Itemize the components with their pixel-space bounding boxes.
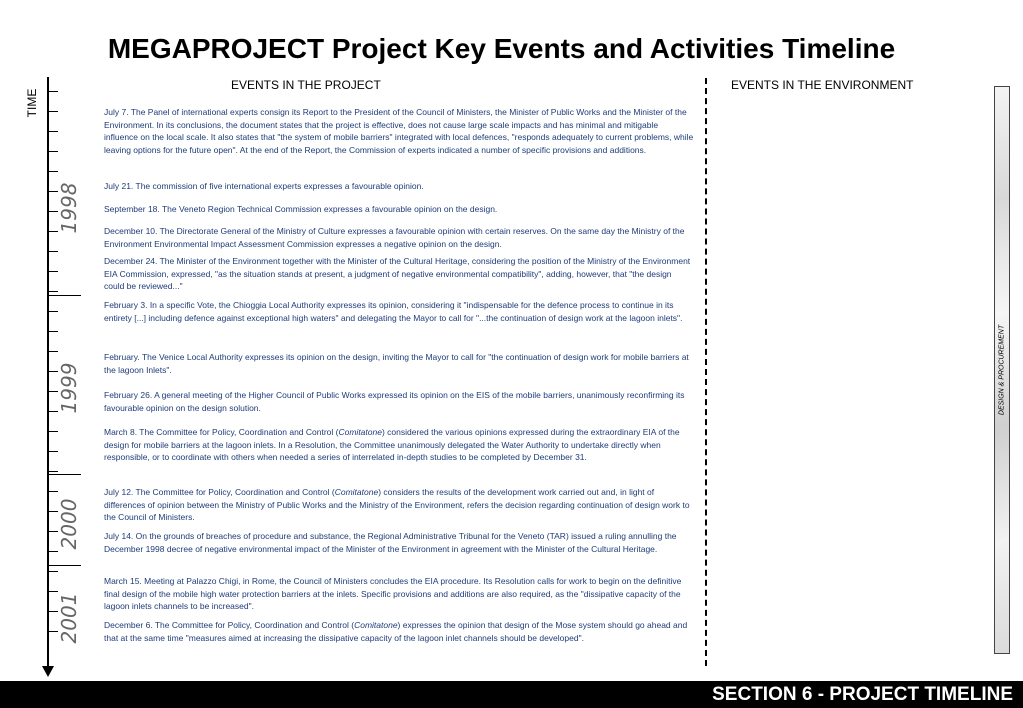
column-header-project: EVENTS IN THE PROJECT [231, 78, 381, 92]
time-axis-label: TIME [25, 88, 39, 118]
axis-tick [49, 271, 58, 272]
event-item: December 10. The Directorate General of the Ministry of Culture expresses a favourable opinion with certain reserves. On the same day the Ministry of the Environment Environmental Impact Assessment Commission expresses a negative opinion on the design. [104, 226, 685, 249]
event-item: July 7. The Panel of international experts consign its Report to the President of the Council of Ministers, the Minister of Public Works and the Minister of the Environment. In its conclusions, the document states that the project is effective, does not cause large scale impacts and has minimal and mitigable influence on the local scale. It also states that "the system of mobile barriers" integrated with local defences, "responds adequately to current problems, while leaving options for the future open". At the end of the Report, the Commission of experts indicated a number of specific provisions and additions. [104, 107, 694, 155]
event-item: February 26. A general meeting of the Higher Council of Public Works expressed its opinion on the EIS of the mobile barriers, unanimously reconfirming its favourable opinion on the design solution. [104, 390, 685, 413]
axis-tick [49, 171, 58, 172]
event-item: July 21. The commission of five international experts expresses a favourable opinion. [104, 181, 424, 191]
axis-tick [49, 331, 58, 332]
phase-bar [994, 86, 1010, 654]
axis-tick [49, 311, 58, 312]
year-boundary-tick [49, 565, 81, 566]
axis-tick [49, 151, 58, 152]
event-item: July 14. On the grounds of breaches of procedure and substance, the Regional Administrative Tribunal for the Veneto (TAR) issued a ruling annulling the December 1998 decree of negative environmental impact of the Minister of the Environment in agreement with the Minister of the Cultural Heritage. [104, 531, 677, 554]
year-boundary-tick [49, 474, 81, 475]
event-item: July 12. The Committee for Policy, Coordination and Control (Comitatone) considers the results of the development work carried out and, in light of differences of opinion between the Ministry of Public Works and the Ministry of the Environment, refers the decision regarding continuation of design work to the Council of Ministers. [104, 487, 690, 522]
axis-tick [49, 571, 58, 572]
event-item: March 15. Meeting at Palazzo Chigi, in Rome, the Council of Ministers concludes the EIA procedure. Its Resolution calls for work to begin on the definitive final design of the mobile high water protection barriers at the inlets. Specific provisions and additions are also required, as the "dissipative capacity of the lagoon inlets channels to be increased". [104, 576, 682, 611]
footer-bar [0, 681, 1023, 708]
time-axis-line [47, 77, 49, 667]
event-item: February. The Venice Local Authority expresses its opinion on the design, inviting the Mayor to call for "the continuation of design work for mobile barriers at the lagoon Inlets". [104, 352, 689, 375]
event-item: February 3. In a specific Vote, the Chioggia Local Authority expresses its opinion, considering it "indispensable for the defence process to continue in its entirety [...] including defence against exceptional high waters" and delegating the Mayor to call for "...the continuation of design work at the lagoon inlets". [104, 300, 683, 323]
phase-label: DESIGN & PROCUREMENT [998, 324, 1006, 416]
axis-tick [49, 131, 58, 132]
year-label-1999: 1999 [57, 362, 81, 414]
page-title: MEGAPROJECT Project Key Events and Activities Timeline [107, 33, 896, 64]
axis-tick [49, 291, 58, 292]
year-boundary-tick [49, 295, 81, 296]
year-label-2001: 2001 [57, 592, 81, 644]
column-divider [705, 78, 707, 666]
year-label-2000: 2000 [57, 498, 81, 550]
footer-label: SECTION 6 - PROJECT TIMELINE [712, 684, 1013, 705]
event-item: December 24. The Minister of the Environment together with the Minister of the Cultural Heritage, considering the position of the Ministry of the Environment EIA Commission, expressed, "as the situation stands at present, a judgment of negative environmental compatibility", adding, however, that "the design could be reviewed..." [104, 256, 691, 291]
axis-tick [49, 91, 58, 92]
axis-tick [49, 431, 58, 432]
axis-tick [49, 451, 58, 452]
column-header-environment: EVENTS IN THE ENVIRONMENT [731, 78, 914, 92]
axis-tick [49, 471, 58, 472]
event-item: September 18. The Veneto Region Technical Commission expresses a favourable opinion on the design. [104, 204, 498, 214]
axis-tick [49, 351, 58, 352]
time-axis-arrow [42, 666, 54, 677]
year-label-1998: 1998 [57, 182, 81, 234]
event-item: December 6. The Committee for Policy, Coordination and Control (Comitatone) expresses the opinion that design of the Mose system should go ahead and that at the same time "measures aimed at increasing the dissipative capacity of the lagoon inlet channels should be developed". [104, 620, 688, 643]
axis-tick [49, 111, 58, 112]
axis-tick [49, 491, 58, 492]
event-item: March 8. The Committee for Policy, Coordination and Control (Comitatone) considered the various opinions expressed during the extraordinary EIA of the design for mobile barriers at the lagoon inlets. In a Resolution, the Committee unanimously delegated the Water Authority to undertake directly when responsible, or to coordinate with others when needed a series of interrelated in-depth studies to be completed by December 31. [104, 427, 680, 462]
axis-tick [49, 251, 58, 252]
